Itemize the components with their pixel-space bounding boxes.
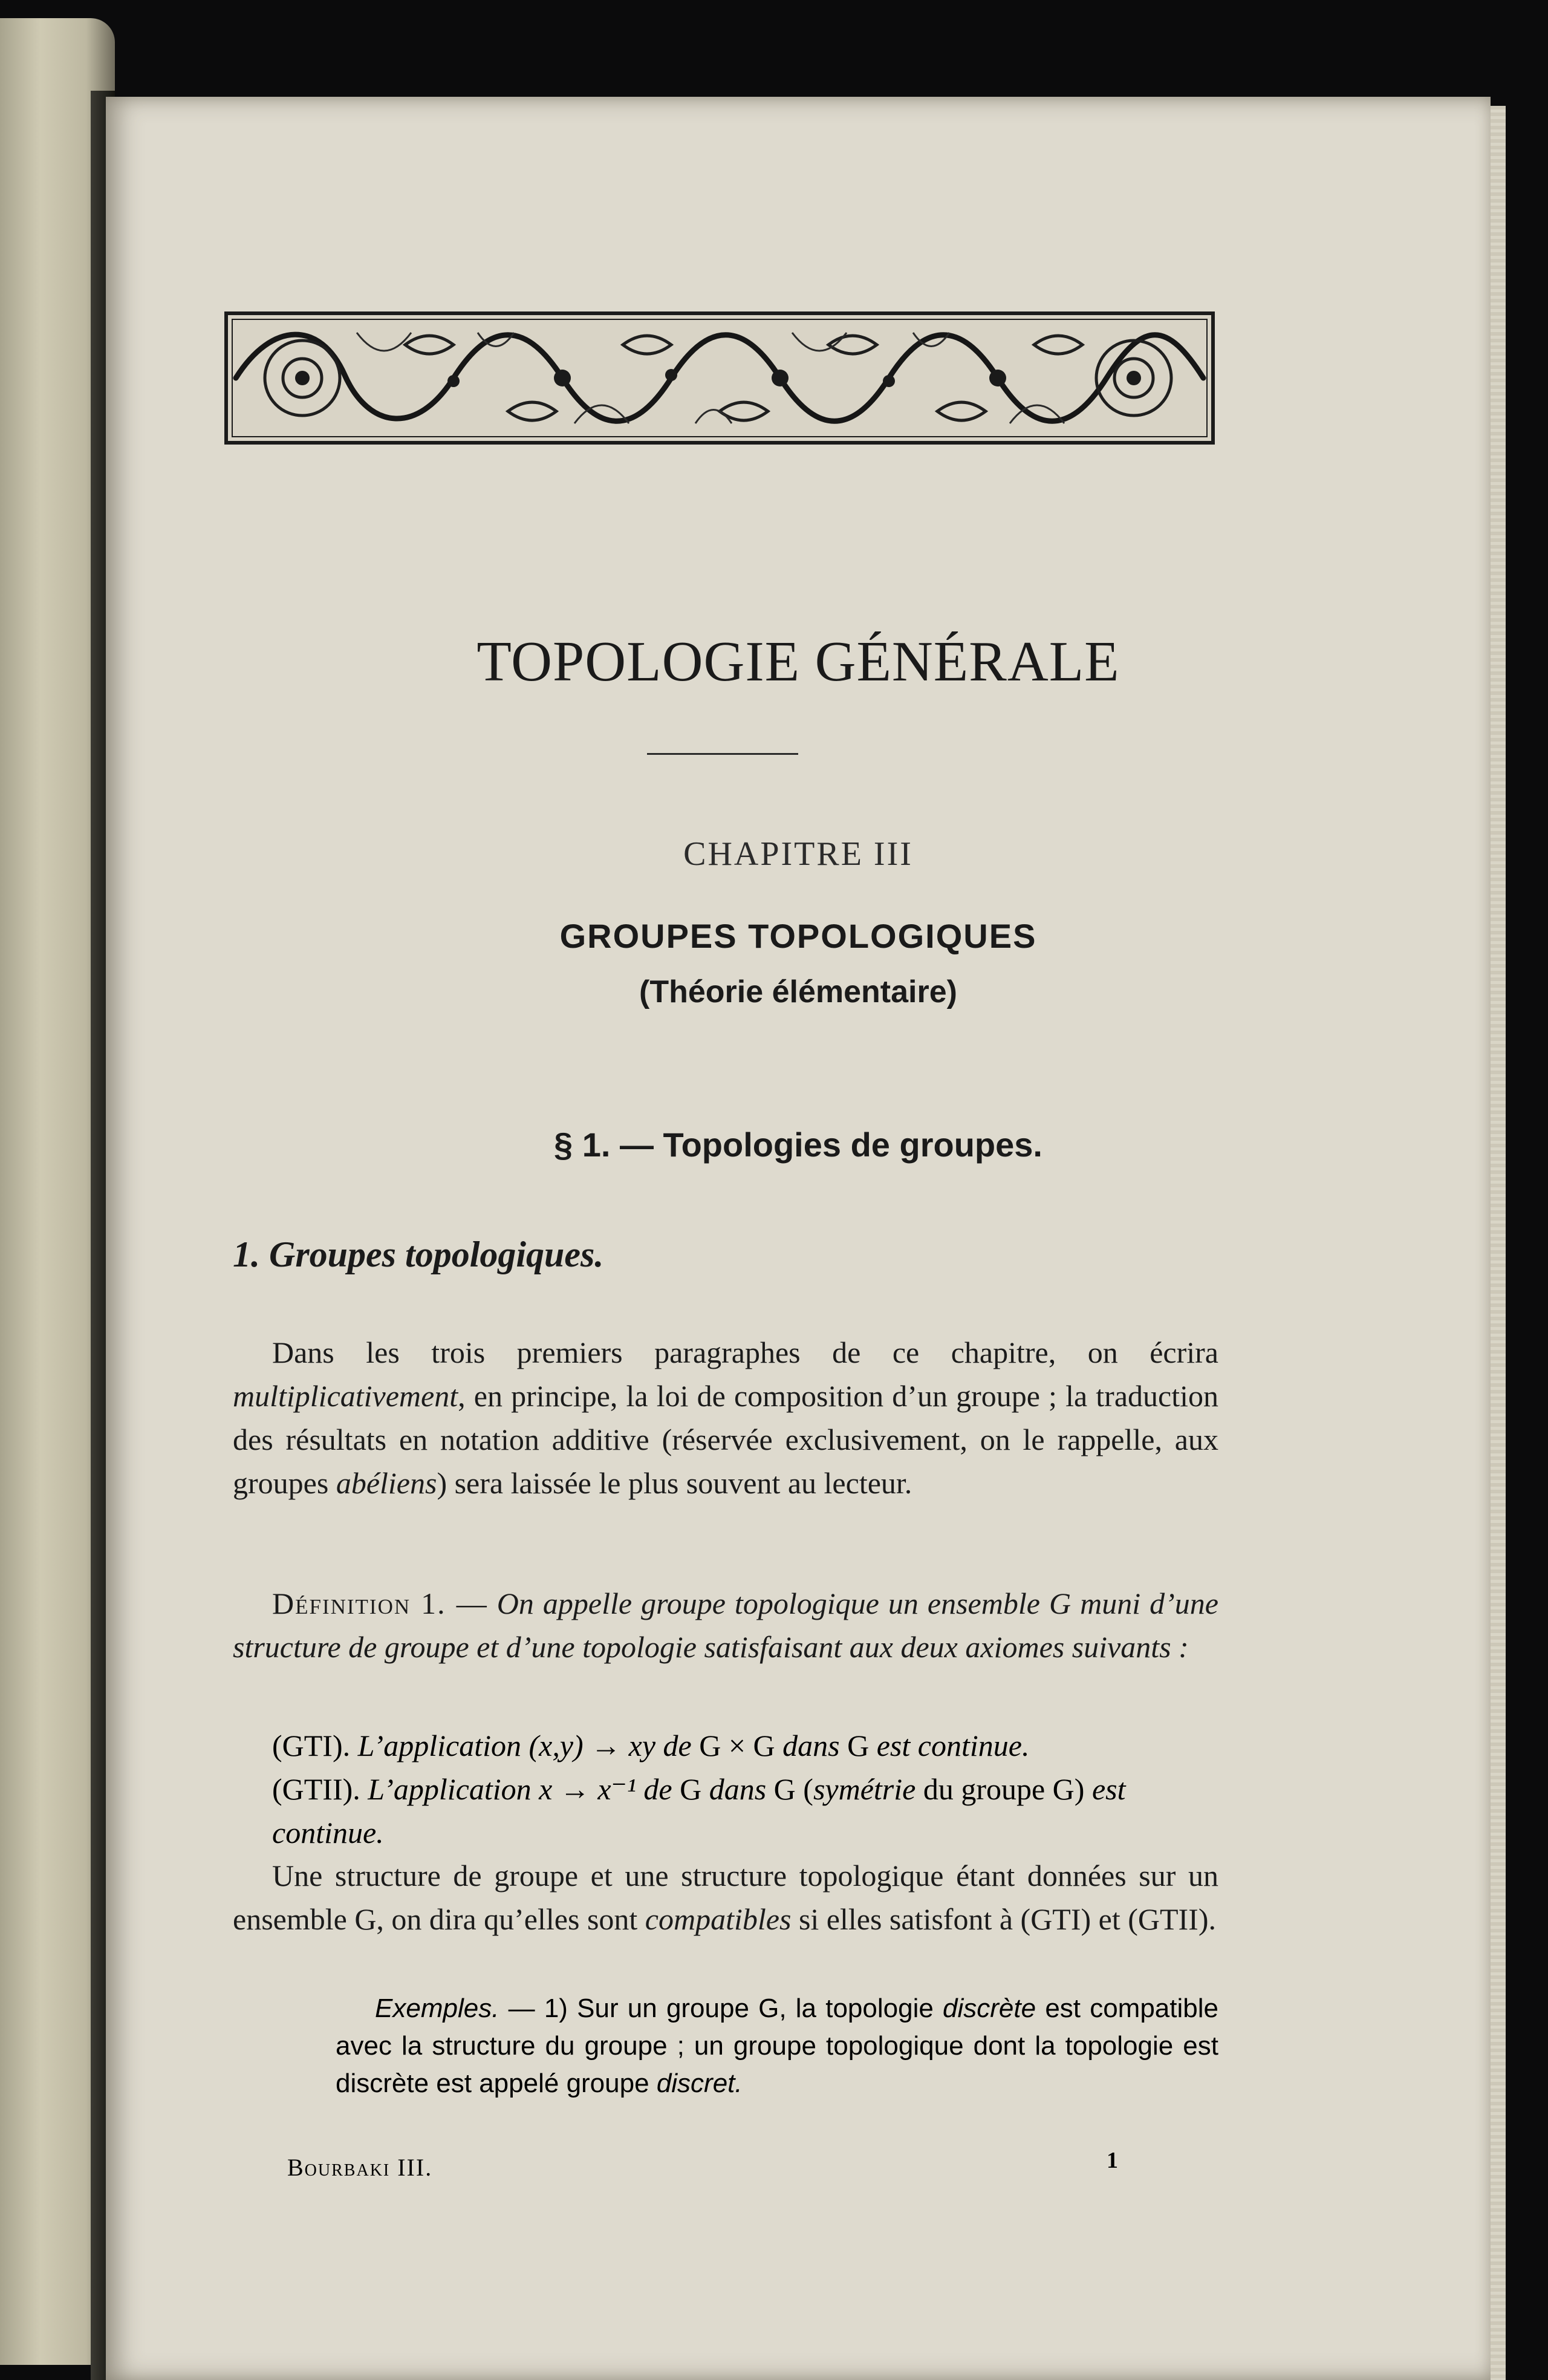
axiom-gt2 [272, 1767, 1218, 1854]
page-title: TOPOLOGIE GÉNÉRALE [476, 630, 1120, 693]
axiom-gt2-text-2: G [680, 1772, 702, 1806]
footer-signature: Bourbaki III. [287, 2154, 433, 2181]
axiom-gt1-text-4: G [847, 1729, 870, 1762]
page-number: 1 [1107, 2148, 1118, 2173]
axiom-gt2-text-7: est continue. [272, 1772, 1126, 1850]
compat-emphasis: compatibles [645, 1902, 792, 1936]
axiom-gt2-text-3: dans [709, 1772, 767, 1806]
ornament-icon [224, 308, 1215, 448]
intro-text-2: , en principe, la loi de composition d’un groupe ; la traduction des résultats en notation additive (réservée exclusivement, on le rappelle, aux groupes [233, 1379, 1218, 1500]
axiom-gt1-label: (GTI). [272, 1729, 351, 1762]
axiom-gt1-text-2: G × G [699, 1729, 775, 1762]
axiom-gt1-text-1: L’application (x,y) → xy de [357, 1729, 692, 1762]
chapter-number: CHAPITRE III [683, 835, 913, 873]
axiom-gt2-text-4: G ( [773, 1772, 813, 1806]
compatibility-paragraph [233, 1854, 1218, 1941]
page-content [106, 97, 1491, 2380]
axiom-gt1-text-3: dans [782, 1729, 840, 1762]
axiom-gt2-label: (GTII). [272, 1772, 360, 1806]
subsection-title: 1. Groupes topologiques. [233, 1234, 604, 1274]
definition-label: Définition 1. — [272, 1586, 488, 1620]
axiom-gt1-text-5: est continue. [876, 1729, 1030, 1762]
examples-label: Exemples. [375, 1994, 499, 2023]
examples-text-2: est compatible avec la structure du groupe ; un groupe topologique dont la topologie est discrète est appelé groupe [336, 1994, 1218, 2098]
section-title: § 1. — Topologies de groupes. [554, 1126, 1042, 1164]
examples-text-1: — 1) Sur un groupe G, la topologie [508, 1994, 934, 2023]
intro-paragraph [233, 1331, 1218, 1505]
intro-emphasis-2: abéliens [336, 1466, 437, 1500]
book-page [106, 97, 1491, 2380]
examples-emphasis-1: discrète [943, 1994, 1036, 2023]
definition-paragraph [233, 1582, 1218, 1669]
chapter-title: GROUPES TOPOLOGIQUES [559, 917, 1037, 955]
examples-paragraph [336, 1990, 1218, 2102]
axiom-gt1 [272, 1724, 1218, 1767]
axiom-gt2-text-6: du groupe G) [923, 1772, 1085, 1806]
axiom-gt2-text-5: symétrie [813, 1772, 916, 1806]
decorative-ornament-band [224, 308, 1215, 448]
intro-text-1: Dans les trois premiers paragraphes de ce chapitre, on écrira [272, 1335, 1218, 1369]
axiom-gt2-text-1: L’application x → x⁻¹ de [368, 1772, 672, 1806]
compat-text-1: Une structure de groupe et une structure topologique étant données sur un ensemble G, on dira qu’elles sont [233, 1859, 1218, 1936]
chapter-subtitle: (Théorie élémentaire) [639, 974, 957, 1009]
intro-text-3: ) sera laissée le plus souvent au lecteur. [437, 1466, 912, 1500]
definition-text: On appelle groupe topologique un ensemble G muni d’une structure de groupe et d’une topologie satisfaisant aux deux axiomes suivants : [233, 1586, 1218, 1664]
compat-text-2: si elles satisfont à (GTI) et (GTII). [798, 1902, 1216, 1936]
title-divider [647, 753, 798, 755]
examples-emphasis-2: discret. [656, 2069, 743, 2098]
intro-emphasis-1: multiplicativement [233, 1379, 458, 1413]
